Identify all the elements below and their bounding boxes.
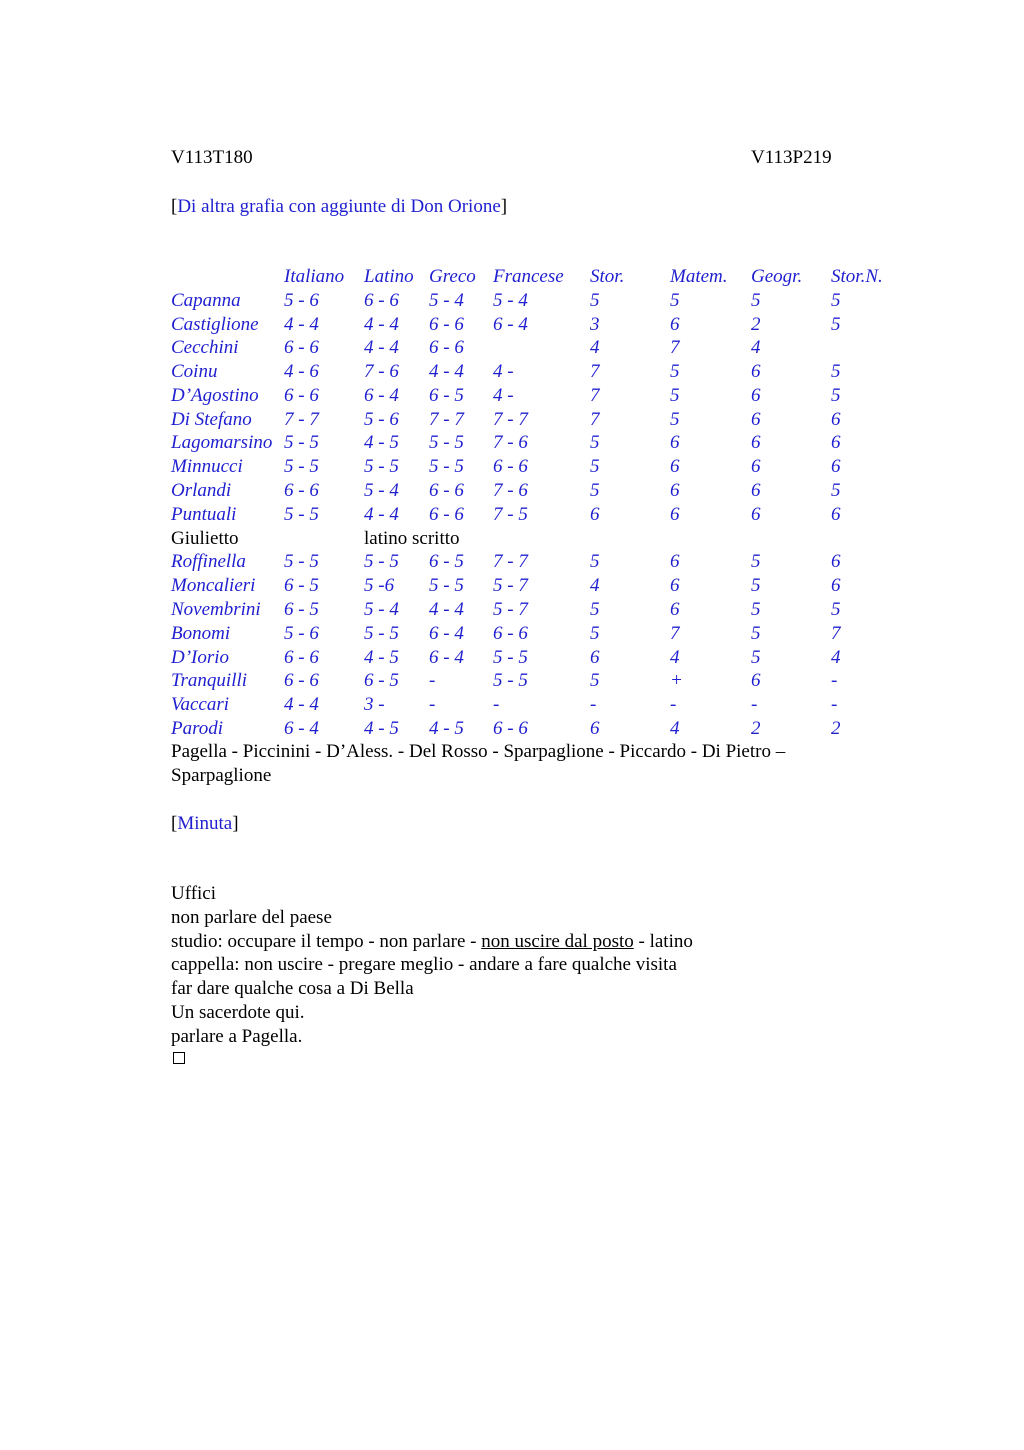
grade-italiano: 6 - 6 — [284, 480, 319, 502]
grade-italiano: 6 - 6 — [284, 646, 319, 668]
grade-storia: - — [590, 694, 597, 716]
grade-storia-naturale: 6 — [831, 551, 841, 573]
grade-greco: - — [429, 670, 436, 692]
grade-greco: 6 - 5 — [429, 551, 464, 573]
minuta-line: studio: occupare il tempo - non parlare - non uscire dal posto - latino — [171, 930, 693, 952]
grade-storia: 6 — [590, 503, 600, 525]
grade-italiano: 6 - 5 — [284, 575, 319, 597]
grade-greco: 6 - 6 — [429, 503, 464, 525]
student-name: Roffinella — [171, 551, 246, 573]
grade-italiano: 5 - 6 — [284, 289, 319, 311]
grades-table — [171, 265, 901, 741]
editorial-note-grafia-text: Di altra grafia con aggiunte di Don Orione — [177, 196, 501, 217]
grade-latino: 4 - 4 — [364, 503, 399, 525]
grade-francese: 5 - 5 — [493, 670, 528, 692]
grades-header-row — [171, 265, 901, 289]
student-name: Coinu — [171, 361, 218, 383]
grade-geografia: 6 — [751, 670, 761, 692]
grade-latino: 5 -6 — [364, 575, 395, 597]
grade-matematica: 7 — [670, 337, 680, 359]
grade-italiano: 4 - 4 — [284, 694, 319, 716]
header-blank — [171, 265, 284, 289]
grade-francese: 6 - 6 — [493, 456, 528, 478]
grade-storia: 3 — [590, 313, 600, 335]
header-francese: Francese — [493, 266, 564, 287]
grade-geografia: 6 — [751, 384, 761, 406]
grade-matematica: 6 — [670, 503, 680, 525]
grade-storia: 5 — [590, 622, 600, 644]
student-name: Parodi — [171, 717, 224, 739]
student-row — [171, 408, 901, 432]
grade-storia-naturale: 5 — [831, 480, 841, 502]
pagella-line-2: Sparpaglione — [171, 764, 272, 786]
grade-storia: 5 — [590, 456, 600, 478]
grade-storia-naturale: 5 — [831, 289, 841, 311]
grade-storia: 5 — [590, 289, 600, 311]
document-code-left: V113T180 — [171, 147, 253, 168]
student-name: Castiglione — [171, 313, 259, 335]
grade-storia: 6 — [590, 717, 600, 739]
minuta-line: parlare a Pagella. — [171, 1025, 303, 1047]
grade-storia-naturale: - — [831, 670, 838, 692]
end-mark-square — [173, 1052, 185, 1064]
grade-italiano: 6 - 4 — [284, 717, 319, 739]
student-row — [171, 693, 901, 717]
minuta-line: far dare qualche cosa a Di Bella — [171, 978, 414, 1000]
grade-geografia: 5 — [751, 646, 761, 668]
student-row — [171, 669, 901, 693]
grade-matematica: 4 — [670, 717, 680, 739]
grade-greco: 5 - 5 — [429, 456, 464, 478]
student-name: Cecchini — [171, 337, 239, 359]
student-name: Di Stefano — [171, 408, 252, 430]
student-row — [171, 503, 901, 527]
student-row — [171, 646, 901, 670]
grade-francese: 5 - 4 — [493, 289, 528, 311]
student-row — [171, 479, 901, 503]
grade-latino: 4 - 4 — [364, 337, 399, 359]
grade-greco: 5 - 4 — [429, 289, 464, 311]
grade-greco: 5 - 5 — [429, 575, 464, 597]
student-name: Vaccari — [171, 694, 230, 716]
grade-storia-naturale: - — [831, 694, 838, 716]
student-row — [171, 574, 901, 598]
grade-storia: 4 — [590, 337, 600, 359]
grade-storia-naturale: 6 — [831, 503, 841, 525]
student-row — [171, 622, 901, 646]
grade-latino: 7 - 6 — [364, 361, 399, 383]
grade-matematica: 6 — [670, 480, 680, 502]
grade-italiano: 5 - 5 — [284, 551, 319, 573]
grade-francese: 7 - 5 — [493, 503, 528, 525]
student-name: Bonomi — [171, 622, 231, 644]
student-row — [171, 455, 901, 479]
grade-greco: 6 - 6 — [429, 480, 464, 502]
student-name: Orlandi — [171, 480, 232, 502]
grade-francese: 4 - — [493, 384, 514, 406]
header-geografia: Geogr. — [751, 266, 803, 287]
giulietto-row — [171, 527, 901, 551]
student-row — [171, 384, 901, 408]
grade-francese: 6 - 6 — [493, 717, 528, 739]
grade-storia-naturale: 6 — [831, 408, 841, 430]
grade-storia: 7 — [590, 384, 600, 406]
grade-francese: 5 - 7 — [493, 575, 528, 597]
grade-italiano: 6 - 5 — [284, 598, 319, 620]
grade-latino: 6 - 4 — [364, 384, 399, 406]
grade-geografia: 4 — [751, 337, 761, 359]
grade-matematica: 6 — [670, 313, 680, 335]
grade-geografia: 5 — [751, 289, 761, 311]
grade-storia: 4 — [590, 575, 600, 597]
student-name: D’Iorio — [171, 646, 230, 668]
student-row — [171, 717, 901, 741]
student-name: Novembrini — [171, 598, 261, 620]
grade-storia: 5 — [590, 551, 600, 573]
grade-francese: 6 - 6 — [493, 622, 528, 644]
grade-storia-naturale: 6 — [831, 575, 841, 597]
grade-storia: 5 — [590, 598, 600, 620]
grade-latino: 5 - 6 — [364, 408, 399, 430]
grade-matematica: 5 — [670, 361, 680, 383]
grade-storia: 5 — [590, 432, 600, 454]
grade-greco: 6 - 6 — [429, 337, 464, 359]
grade-storia-naturale: 6 — [831, 432, 841, 454]
grade-italiano: 4 - 6 — [284, 361, 319, 383]
grade-geografia: 6 — [751, 503, 761, 525]
grade-storia-naturale: 5 — [831, 384, 841, 406]
student-name: Puntuali — [171, 503, 237, 525]
grade-matematica: 6 — [670, 551, 680, 573]
grade-geografia: 2 — [751, 313, 761, 335]
grade-francese: 7 - 6 — [493, 480, 528, 502]
grade-geografia: 5 — [751, 575, 761, 597]
header-storia-naturale: Stor.N. — [831, 266, 883, 287]
grade-latino: 5 - 4 — [364, 480, 399, 502]
grade-storia: 6 — [590, 646, 600, 668]
student-row — [171, 289, 901, 313]
grade-storia-naturale: 5 — [831, 598, 841, 620]
grade-matematica: 5 — [670, 384, 680, 406]
header-storia: Stor. — [590, 266, 625, 287]
grade-greco: 6 - 5 — [429, 384, 464, 406]
grade-matematica: 6 — [670, 432, 680, 454]
grade-latino: 5 - 5 — [364, 622, 399, 644]
pagella-line-1: Pagella - Piccinini - D’Aless. - Del Rosso - Sparpaglione - Piccardo - Di Pietro – — [171, 741, 786, 762]
grade-storia-naturale: 4 — [831, 646, 841, 668]
header-matematica: Matem. — [670, 266, 728, 287]
grade-storia-naturale: 6 — [831, 456, 841, 478]
grade-latino: 5 - 5 — [364, 551, 399, 573]
editorial-note-grafia: [Di altra grafia con aggiunte di Don Orione] — [171, 196, 508, 217]
giulietto-note: latino scritto — [364, 527, 460, 549]
grade-latino: 4 - 4 — [364, 313, 399, 335]
pagella-line — [171, 740, 785, 788]
grade-francese: 5 - 5 — [493, 646, 528, 668]
grade-italiano: 5 - 6 — [284, 622, 319, 644]
student-row — [171, 431, 901, 455]
grade-geografia: 5 — [751, 598, 761, 620]
grade-greco: - — [429, 694, 436, 716]
grade-storia-naturale: 5 — [831, 313, 841, 335]
grade-storia-naturale: 7 — [831, 622, 841, 644]
grade-geografia: 6 — [751, 456, 761, 478]
grade-geografia: 6 — [751, 408, 761, 430]
grade-italiano: 6 - 6 — [284, 670, 319, 692]
grade-latino: 5 - 4 — [364, 598, 399, 620]
grade-geografia: 6 — [751, 432, 761, 454]
grade-geografia: 6 — [751, 480, 761, 502]
grade-italiano: 5 - 5 — [284, 503, 319, 525]
underlined-phrase: non uscire dal posto — [481, 930, 634, 952]
student-name: Lagomarsino — [171, 432, 273, 454]
editorial-note-minuta: [Minuta] — [171, 813, 239, 834]
grade-geografia: 6 — [751, 361, 761, 383]
grade-matematica: 4 — [670, 646, 680, 668]
grade-greco: 4 - 4 — [429, 361, 464, 383]
grade-italiano: 5 - 5 — [284, 432, 319, 454]
grade-matematica: 5 — [670, 408, 680, 430]
grade-francese: 6 - 4 — [493, 313, 528, 335]
grade-francese: - — [493, 694, 500, 716]
grade-italiano: 6 - 6 — [284, 337, 319, 359]
grade-italiano: 7 - 7 — [284, 408, 319, 430]
grade-latino: 6 - 6 — [364, 289, 399, 311]
grade-francese — [493, 336, 590, 360]
grade-greco: 5 - 5 — [429, 432, 464, 454]
grade-matematica: 5 — [670, 289, 680, 311]
student-name: Tranquilli — [171, 670, 248, 692]
grade-latino: 6 - 5 — [364, 670, 399, 692]
grade-francese: 7 - 7 — [493, 408, 528, 430]
grade-francese: 7 - 6 — [493, 432, 528, 454]
student-row — [171, 550, 901, 574]
student-name: Minnucci — [171, 456, 243, 478]
grade-latino: 4 - 5 — [364, 432, 399, 454]
grade-italiano: 5 - 5 — [284, 456, 319, 478]
grade-francese: 7 - 7 — [493, 551, 528, 573]
grade-matematica: 7 — [670, 622, 680, 644]
header-latino: Latino — [364, 266, 414, 287]
student-row — [171, 313, 901, 337]
grade-storia: 5 — [590, 480, 600, 502]
student-name: Moncalieri — [171, 575, 256, 597]
header-italiano: Italiano — [284, 266, 345, 287]
student-name: D’Agostino — [171, 384, 259, 406]
minuta-line: non parlare del paese — [171, 906, 332, 928]
student-name: Capanna — [171, 289, 241, 311]
grade-latino: 4 - 5 — [364, 717, 399, 739]
grade-matematica: + — [670, 670, 683, 692]
student-row — [171, 336, 901, 360]
grade-storia: 7 — [590, 361, 600, 383]
grade-italiano: 4 - 4 — [284, 313, 319, 335]
grade-greco: 6 - 4 — [429, 646, 464, 668]
grade-storia-naturale — [831, 336, 901, 360]
grade-latino: 5 - 5 — [364, 456, 399, 478]
grade-storia-naturale: 2 — [831, 717, 841, 739]
grade-greco: 4 - 4 — [429, 598, 464, 620]
grade-francese: 4 - — [493, 361, 514, 383]
grade-matematica: 6 — [670, 575, 680, 597]
grade-greco: 7 - 7 — [429, 408, 464, 430]
grade-geografia: 5 — [751, 622, 761, 644]
grade-latino: 3 - — [364, 694, 385, 716]
grade-matematica: 6 — [670, 456, 680, 478]
student-row — [171, 360, 901, 384]
header-greco: Greco — [429, 266, 476, 287]
minuta-line: cappella: non uscire - pregare meglio - andare a fare qualche visita — [171, 954, 677, 976]
grade-francese: 5 - 7 — [493, 598, 528, 620]
grade-greco: 6 - 4 — [429, 622, 464, 644]
grade-greco: 4 - 5 — [429, 717, 464, 739]
grade-storia: 5 — [590, 670, 600, 692]
minuta-text — [171, 882, 693, 1049]
editorial-note-minuta-text: Minuta — [177, 813, 233, 834]
grade-geografia: - — [751, 694, 758, 716]
grade-greco: 6 - 6 — [429, 313, 464, 335]
grade-geografia: 2 — [751, 717, 761, 739]
grade-storia-naturale: 5 — [831, 361, 841, 383]
student-row — [171, 598, 901, 622]
document-code-right: V113P219 — [751, 147, 832, 168]
grade-geografia: 5 — [751, 551, 761, 573]
student-name: Giulietto — [171, 527, 239, 549]
grade-latino: 4 - 5 — [364, 646, 399, 668]
grade-matematica: 6 — [670, 598, 680, 620]
minuta-line: Uffici — [171, 883, 217, 904]
grade-italiano: 6 - 6 — [284, 384, 319, 406]
grade-matematica: - — [670, 694, 677, 716]
minuta-line: Un sacerdote qui. — [171, 1001, 305, 1023]
grade-storia: 7 — [590, 408, 600, 430]
